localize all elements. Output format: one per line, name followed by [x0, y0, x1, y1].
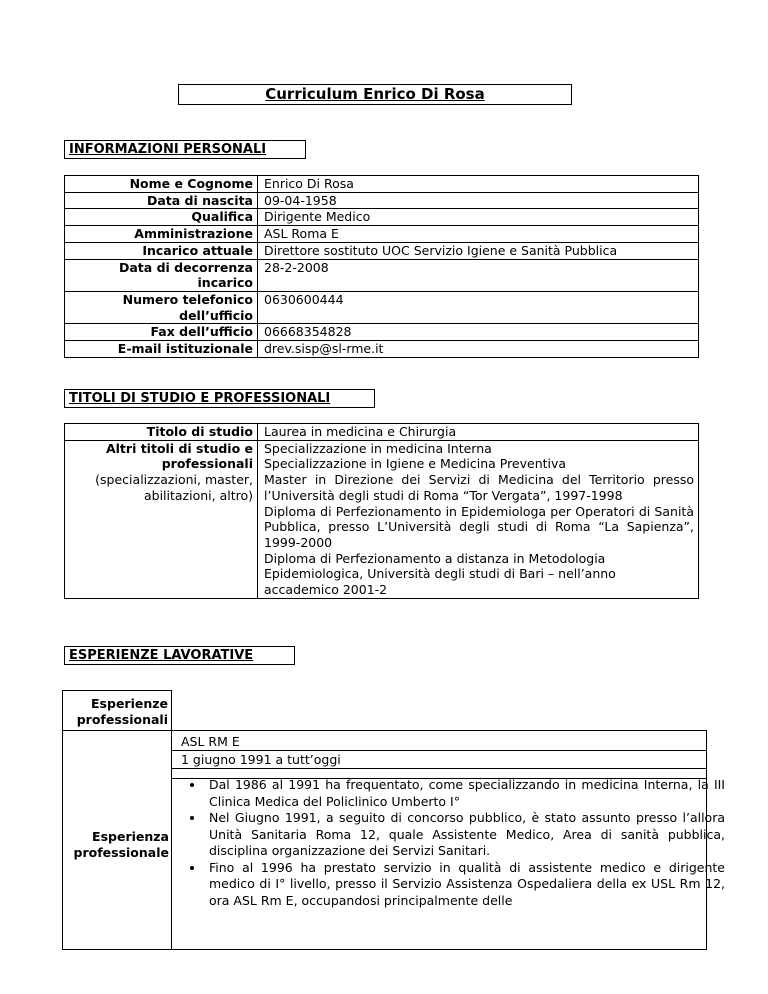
- other-titles-label: Altri titoli di studio e professionali: [105, 440, 253, 472]
- list-item: Specializzazione in Igiene e Medicina Preventiva: [264, 456, 567, 472]
- section-heading-experience: ESPERIENZE LAVORATIVE: [64, 646, 295, 665]
- experience-details: [171, 730, 725, 950]
- divider: [171, 750, 706, 751]
- field-label: Titolo di studio: [65, 424, 258, 441]
- field-label: Nome e Cognome: [65, 176, 258, 193]
- personal-info-table: [64, 175, 699, 358]
- divider: [171, 768, 706, 769]
- experience-row-label: Esperienza professionale: [73, 829, 169, 860]
- experience-bullet-list: [171, 777, 725, 909]
- field-value: Direttore sostituto UOC Servizio Igiene e Sanità Pubblica: [258, 242, 699, 259]
- field-value-other-titles: [258, 440, 699, 598]
- field-value: 09-04-1958: [258, 192, 699, 209]
- table-row: [65, 424, 699, 441]
- field-label: Data di decorrenza incarico: [65, 259, 258, 291]
- field-value: Laurea in medicina e Chirurgia: [258, 424, 699, 441]
- field-label: Data di nascita: [65, 192, 258, 209]
- table-row: [65, 341, 699, 358]
- field-value: Enrico Di Rosa: [258, 176, 699, 193]
- period: 1 giugno 1991 a tutt’oggi: [181, 752, 341, 767]
- experience-header-label: Esperienze professionali: [62, 690, 172, 730]
- experience-left-column: [62, 730, 172, 950]
- table-row: [65, 192, 699, 209]
- table-row: [65, 291, 699, 323]
- field-value: 0630600444: [258, 291, 699, 323]
- table-row: [65, 440, 699, 598]
- section-heading-personal: INFORMAZIONI PERSONALI: [64, 140, 306, 159]
- list-item: • Nel Giugno 1991, a seguito di concorso pubblico, è stato assunto presso l’allora Unità Sanitaria Roma 12, quale Assistente Medico, Area di sanità pubblica, disciplina organizzazione dei Servizi Sanitari.: [205, 810, 725, 860]
- field-value: 28-2-2008: [258, 259, 699, 291]
- list-item: Specializzazione in medicina Interna: [264, 440, 492, 456]
- list-item: Master in Direzione dei Servizi di Medicina del Territorio presso l’Università degli studi di Roma “Tor Vergata”, 1997-1998: [264, 472, 694, 503]
- list-item: Diploma di Perfezionamento a distanza in Metodologia Epidemiologica, Università degli studi di Bari – nell’anno accademico 2001-2: [264, 550, 616, 598]
- table-row: [65, 176, 699, 193]
- field-label: Qualifica: [65, 209, 258, 226]
- table-row: [65, 209, 699, 226]
- list-item: • Fino al 1996 ha prestato servizio in qualità di assistente medico e dirigente medico di I° livello, presso il Servizio Assistenza Ospedaliera della ex USL Rm 12, ora ASL Rm E, occupandosi principalmente delle: [205, 860, 725, 910]
- field-label: Numero telefonico dell’ufficio: [65, 291, 258, 323]
- field-label: Incarico attuale: [65, 242, 258, 259]
- table-row: [65, 324, 699, 341]
- table-row: [65, 226, 699, 243]
- field-label: Amministrazione: [65, 226, 258, 243]
- field-label-other-titles: [65, 440, 258, 598]
- document-title: Curriculum Enrico Di Rosa: [178, 84, 572, 105]
- field-label: E-mail istituzionale: [65, 341, 258, 358]
- other-titles-sublabel: (specializzazioni, master, abilitazioni, altro): [95, 472, 253, 503]
- field-label: Fax dell’ufficio: [65, 324, 258, 341]
- field-value: Dirigente Medico: [258, 209, 699, 226]
- list-item: • Dal 1986 al 1991 ha frequentato, come specializzando in medicina Interna, la III Clinica Medica del Policlinico Umberto I°: [205, 777, 725, 810]
- employer: ASL RM E: [181, 734, 240, 749]
- list-item: Diploma di Perfezionamento in Epidemiologa per Operatori di Sanità Pubblica, presso L’Università degli studi di Roma “La Sapienza”, 1999-2000: [264, 503, 694, 550]
- section-heading-studies: TITOLI DI STUDIO E PROFESSIONALI: [64, 389, 375, 408]
- studies-table: [64, 423, 699, 599]
- table-row: [65, 259, 699, 291]
- field-value: ASL Roma E: [258, 226, 699, 243]
- table-row: [65, 242, 699, 259]
- field-value: 06668354828: [258, 324, 699, 341]
- field-value: drev.sisp@sl-rme.it: [258, 341, 699, 358]
